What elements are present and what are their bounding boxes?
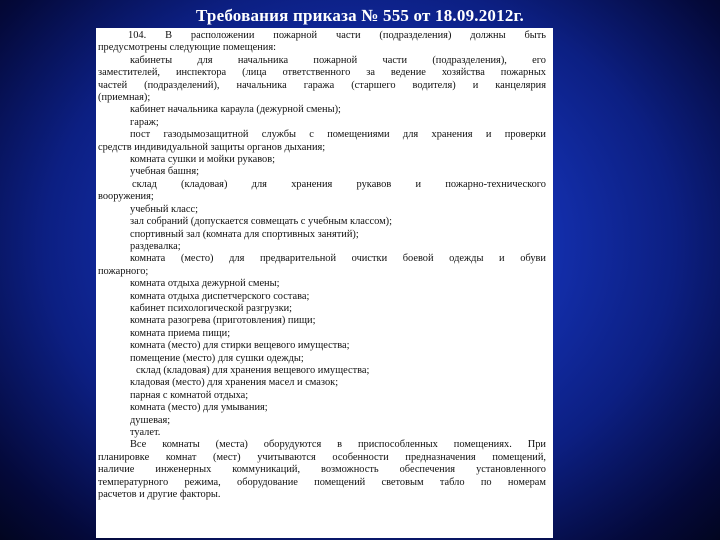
doc-line: кладовая (место) для хранения масел и смазок; [130,377,339,389]
doc-line: комната отдыха диспетчерского состава; [130,290,310,302]
doc-line: пост газодымозащитной службы с помещениями для хранения и проверки [130,129,546,141]
doc-line: склад (кладовая) для хранения рукавов и пожарно-технического [132,178,546,190]
doc-line: вооружения; [98,191,154,203]
doc-line: 104. В расположении пожарной части (подразделения) должны быть [128,30,546,41]
doc-line: гараж; [130,116,159,128]
doc-line: зал собраний (допускается совмещать с учебным классом); [130,216,393,228]
doc-line: планировке комнат (мест) учитываются особенности предназначения помещений, [98,451,546,463]
doc-line: учебная башня; [130,166,199,178]
doc-line: пожарного; [98,265,149,277]
doc-line: душевая; [130,414,171,426]
doc-line: наличие инженерных коммуникаций, возможность обеспечения установленного [98,464,546,476]
document-text [98,30,546,501]
doc-line: раздевалка; [130,240,181,252]
doc-line: температурного режима, оборудование помещений световым табло по номерам [98,476,546,488]
doc-line: Все комнаты (места) оборудуются в приспособленных помещениях. При [130,439,546,451]
doc-line: частей (подразделений), начальника гаража (старшего водителя) и канцелярия [98,79,546,91]
doc-line: спортивный зал (комната для спортивных занятий); [130,228,359,240]
doc-line: средств индивидуальной защиты органов дыхания; [98,141,326,153]
doc-line: парная с комнатой отдыха; [130,389,249,401]
doc-line: кабинет психологической разгрузки; [130,302,293,314]
doc-line: комната отдыха дежурной смены; [130,278,280,290]
doc-line: кабинет начальника караула (дежурной смены); [130,104,341,116]
doc-line: комната (место) для умывания; [130,402,268,414]
doc-line: кабинеты для начальника пожарной части (подразделения), его [130,54,546,66]
doc-line: учебный класс; [130,203,198,215]
slide-title: Требования приказа № 555 от 18.09.2012г. [196,6,524,25]
doc-line: склад (кладовая) для хранения вещевого имущества; [136,364,370,376]
doc-line: (приемная); [98,92,151,104]
doc-line: комната (место) для стирки вещевого имущества; [130,340,350,352]
doc-line: помещение (место) для сушки одежды; [130,352,304,364]
doc-line: комната приема пищи; [130,327,231,339]
doc-line: комната (место) для предварительной очистки боевой одежды и обуви [130,253,546,265]
doc-line: комната разогрева (приготовления) пищи; [130,315,316,327]
doc-line: предусмотрены следующие помещения: [98,42,277,54]
doc-line: расчетов и другие факторы. [98,489,221,501]
doc-line: туалет. [130,427,161,438]
document-scan [96,28,553,538]
doc-line: заместителей, инспектора (лица ответственного за ведение хозяйства пожарных [98,67,546,79]
doc-line: комната сушки и мойки рукавов; [130,154,276,166]
